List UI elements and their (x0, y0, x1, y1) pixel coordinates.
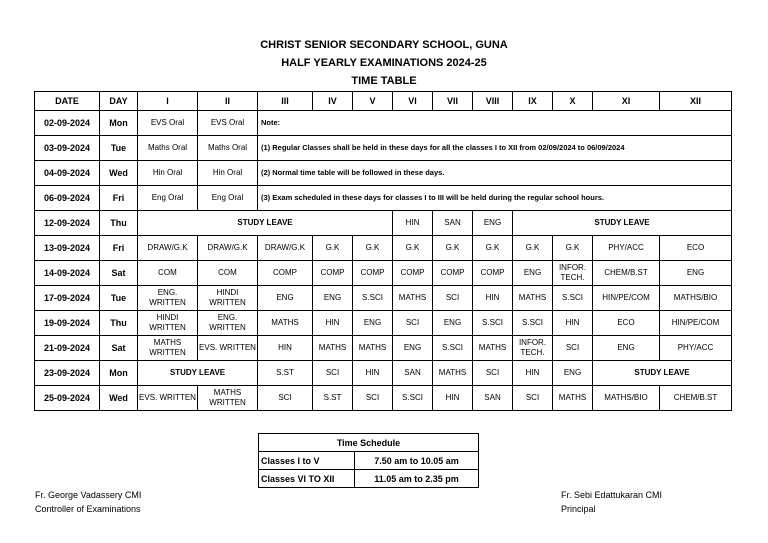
exam-cell: MATHS (473, 336, 513, 361)
exam-cell: HIN/PE/COM (660, 311, 732, 336)
col-header: IV (313, 92, 353, 111)
col-header: DAY (100, 92, 138, 111)
school-name: CHRIST SENIOR SECONDARY SCHOOL, GUNA (260, 39, 508, 51)
schedule-label: Classes I to V (259, 452, 355, 470)
table-row (35, 161, 732, 186)
exam-cell: DRAW/G.K (138, 236, 198, 261)
date-cell: 04-09-2024 (35, 161, 100, 186)
col-header: VIII (473, 92, 513, 111)
day-cell: Tue (100, 136, 138, 161)
exam-cell: G.K (313, 236, 353, 261)
time-schedule-title: Time Schedule (259, 434, 479, 452)
right-signatory-name: Fr. Sebi Edattukaran CMI (561, 490, 663, 500)
day-cell: Sat (100, 336, 138, 361)
day-cell: Mon (100, 361, 138, 386)
exam-cell: HINDI WRITTEN (138, 311, 198, 336)
exam-cell: MATHS WRITTEN (198, 386, 258, 411)
exam-cell: PHY/ACC (660, 336, 732, 361)
exam-cell: CHEM/B.ST (593, 261, 660, 286)
exam-cell: INFOR. TECH. (553, 261, 593, 286)
table-row (35, 386, 732, 411)
exam-cell: ENG (553, 361, 593, 386)
exam-cell: COM (198, 261, 258, 286)
exam-cell: EVS. WRITTEN (138, 386, 198, 411)
exam-cell: SCI (353, 386, 393, 411)
exam-cell: COMP (313, 261, 353, 286)
exam-cell: S.SCI (553, 286, 593, 311)
day-cell: Mon (100, 111, 138, 136)
day-cell: Sat (100, 261, 138, 286)
table-row (35, 336, 732, 361)
exam-cell: HIN (433, 386, 473, 411)
table-row (35, 186, 732, 211)
exam-cell: HIN (473, 286, 513, 311)
date-cell: 02-09-2024 (35, 111, 100, 136)
exam-cell: MATHS (513, 286, 553, 311)
right-signature (561, 488, 662, 516)
exam-cell: MATHS/BIO (660, 286, 732, 311)
exam-cell: HINDI WRITTEN (198, 286, 258, 311)
exam-cell: MATHS (258, 311, 313, 336)
exam-cell: HIN (553, 311, 593, 336)
exam-cell: S.SCI (353, 286, 393, 311)
col-header: VI (393, 92, 433, 111)
exam-cell: ENG (313, 286, 353, 311)
date-cell: 19-09-2024 (35, 311, 100, 336)
exam-cell: Maths Oral (198, 136, 258, 161)
exam-cell: G.K (553, 236, 593, 261)
col-header: IX (513, 92, 553, 111)
date-cell: 17-09-2024 (35, 286, 100, 311)
exam-cell: SAN (473, 386, 513, 411)
exam-cell: MATHS (433, 361, 473, 386)
exam-cell: PHY/ACC (593, 236, 660, 261)
date-cell: 06-09-2024 (35, 186, 100, 211)
exam-cell: MATHS WRITTEN (138, 336, 198, 361)
exam-cell: ENG (660, 261, 732, 286)
exam-cell: EVS. WRITTEN (198, 336, 258, 361)
exam-cell: HIN (258, 336, 313, 361)
study-leave-cell: STUDY LEAVE (138, 361, 258, 386)
schedule-label: Classes VI TO XII (259, 470, 355, 488)
exam-cell: G.K (433, 236, 473, 261)
exam-cell: MATHS (553, 386, 593, 411)
day-cell: Wed (100, 161, 138, 186)
date-cell: 25-09-2024 (35, 386, 100, 411)
exam-cell: ENG (473, 211, 513, 236)
exam-cell: COMP (393, 261, 433, 286)
table-row (35, 311, 732, 336)
study-leave-cell: STUDY LEAVE (513, 211, 732, 236)
exam-cell: SAN (393, 361, 433, 386)
header-row (35, 92, 732, 111)
exam-cell: S.SCI (433, 336, 473, 361)
exam-cell: S.SCI (513, 311, 553, 336)
exam-cell: SCI (258, 386, 313, 411)
table-row (35, 286, 732, 311)
exam-cell: S.ST (258, 361, 313, 386)
timetable-title: TIME TABLE (351, 75, 417, 87)
exam-cell: HIN (313, 311, 353, 336)
exam-cell: COMP (433, 261, 473, 286)
day-cell: Fri (100, 186, 138, 211)
date-cell: 03-09-2024 (35, 136, 100, 161)
exam-cell: ENG (513, 261, 553, 286)
day-cell: Thu (100, 211, 138, 236)
exam-cell: COMP (353, 261, 393, 286)
exam-cell: EVS Oral (138, 111, 198, 136)
left-signatory-title: Controller of Examinations (35, 504, 141, 514)
note-cell: Note: (258, 111, 732, 136)
col-header: V (353, 92, 393, 111)
exam-cell: SCI (393, 311, 433, 336)
time-schedule-table (258, 433, 479, 488)
col-header: X (553, 92, 593, 111)
exam-cell: COM (138, 261, 198, 286)
col-header: III (258, 92, 313, 111)
note-cell: (1) Regular Classes shall be held in these days for all the classes I to XII from 02/09/2024 to 06/09/2024 (258, 136, 732, 161)
exam-cell: Hin Oral (138, 161, 198, 186)
table-row (35, 261, 732, 286)
exam-cell: COMP (473, 261, 513, 286)
exam-cell: ENG (258, 286, 313, 311)
exam-cell: Eng Oral (198, 186, 258, 211)
exam-cell: MATHS (393, 286, 433, 311)
exam-cell: ENG (433, 311, 473, 336)
col-header: I (138, 92, 198, 111)
left-signatory-name: Fr. George Vadassery CMI (35, 490, 142, 500)
exam-cell: S.ST (313, 386, 353, 411)
exam-cell: HIN (393, 211, 433, 236)
note-cell: (2) Normal time table will be followed in these days. (258, 161, 732, 186)
day-cell: Wed (100, 386, 138, 411)
exam-cell: MATHS/BIO (593, 386, 660, 411)
day-cell: Fri (100, 236, 138, 261)
exam-cell: COMP (258, 261, 313, 286)
exam-cell: ENG (353, 311, 393, 336)
note-cell: (3) Exam scheduled in these days for classes I to III will be held during the regular school hours. (258, 186, 732, 211)
exam-cell: G.K (393, 236, 433, 261)
schedule-time: 7.50 am to 10.05 am (355, 452, 479, 470)
table-row (35, 136, 732, 161)
exam-cell: SCI (513, 386, 553, 411)
day-cell: Tue (100, 286, 138, 311)
col-header: VII (433, 92, 473, 111)
table-row (35, 361, 732, 386)
date-cell: 12-09-2024 (35, 211, 100, 236)
exam-cell: HIN (353, 361, 393, 386)
date-cell: 14-09-2024 (35, 261, 100, 286)
date-cell: 21-09-2024 (35, 336, 100, 361)
exam-cell: EVS Oral (198, 111, 258, 136)
col-header: XI (593, 92, 660, 111)
exam-cell: SCI (313, 361, 353, 386)
right-signatory-title: Principal (561, 504, 596, 514)
exam-cell: ENG. WRITTEN (198, 311, 258, 336)
exam-cell: ENG (393, 336, 433, 361)
exam-cell: ECO (593, 311, 660, 336)
exam-cell: S.SCI (393, 386, 433, 411)
left-signature (35, 488, 141, 516)
exam-cell: SAN (433, 211, 473, 236)
exam-cell: MATHS (313, 336, 353, 361)
study-leave-cell: STUDY LEAVE (593, 361, 732, 386)
schedule-row (259, 452, 479, 470)
exam-cell: SCI (553, 336, 593, 361)
exam-cell: DRAW/G.K (258, 236, 313, 261)
date-cell: 23-09-2024 (35, 361, 100, 386)
table-row (35, 111, 732, 136)
table-row (35, 236, 732, 261)
col-header: DATE (35, 92, 100, 111)
exam-cell: Eng Oral (138, 186, 198, 211)
exam-title: HALF YEARLY EXAMINATIONS 2024-25 (281, 57, 487, 69)
day-cell: Thu (100, 311, 138, 336)
table-row (35, 211, 732, 236)
exam-cell: ECO (660, 236, 732, 261)
exam-cell: INFOR. TECH. (513, 336, 553, 361)
exam-cell: SCI (433, 286, 473, 311)
exam-cell: DRAW/G.K (198, 236, 258, 261)
exam-cell: S.SCI (473, 311, 513, 336)
exam-cell: Hin Oral (198, 161, 258, 186)
col-header: II (198, 92, 258, 111)
study-leave-cell: STUDY LEAVE (138, 211, 393, 236)
exam-cell: G.K (473, 236, 513, 261)
exam-cell: Maths Oral (138, 136, 198, 161)
exam-cell: G.K (353, 236, 393, 261)
exam-cell: CHEM/B.ST (660, 386, 732, 411)
exam-cell: ENG. WRITTEN (138, 286, 198, 311)
exam-cell: MATHS (353, 336, 393, 361)
col-header: XII (660, 92, 732, 111)
timetable (34, 91, 732, 411)
exam-cell: HIN (513, 361, 553, 386)
exam-cell: G.K (513, 236, 553, 261)
exam-cell: SCI (473, 361, 513, 386)
exam-cell: ENG (593, 336, 660, 361)
exam-cell: HIN/PE/COM (593, 286, 660, 311)
date-cell: 13-09-2024 (35, 236, 100, 261)
schedule-row (259, 470, 479, 488)
schedule-time: 11.05 am to 2.35 pm (355, 470, 479, 488)
